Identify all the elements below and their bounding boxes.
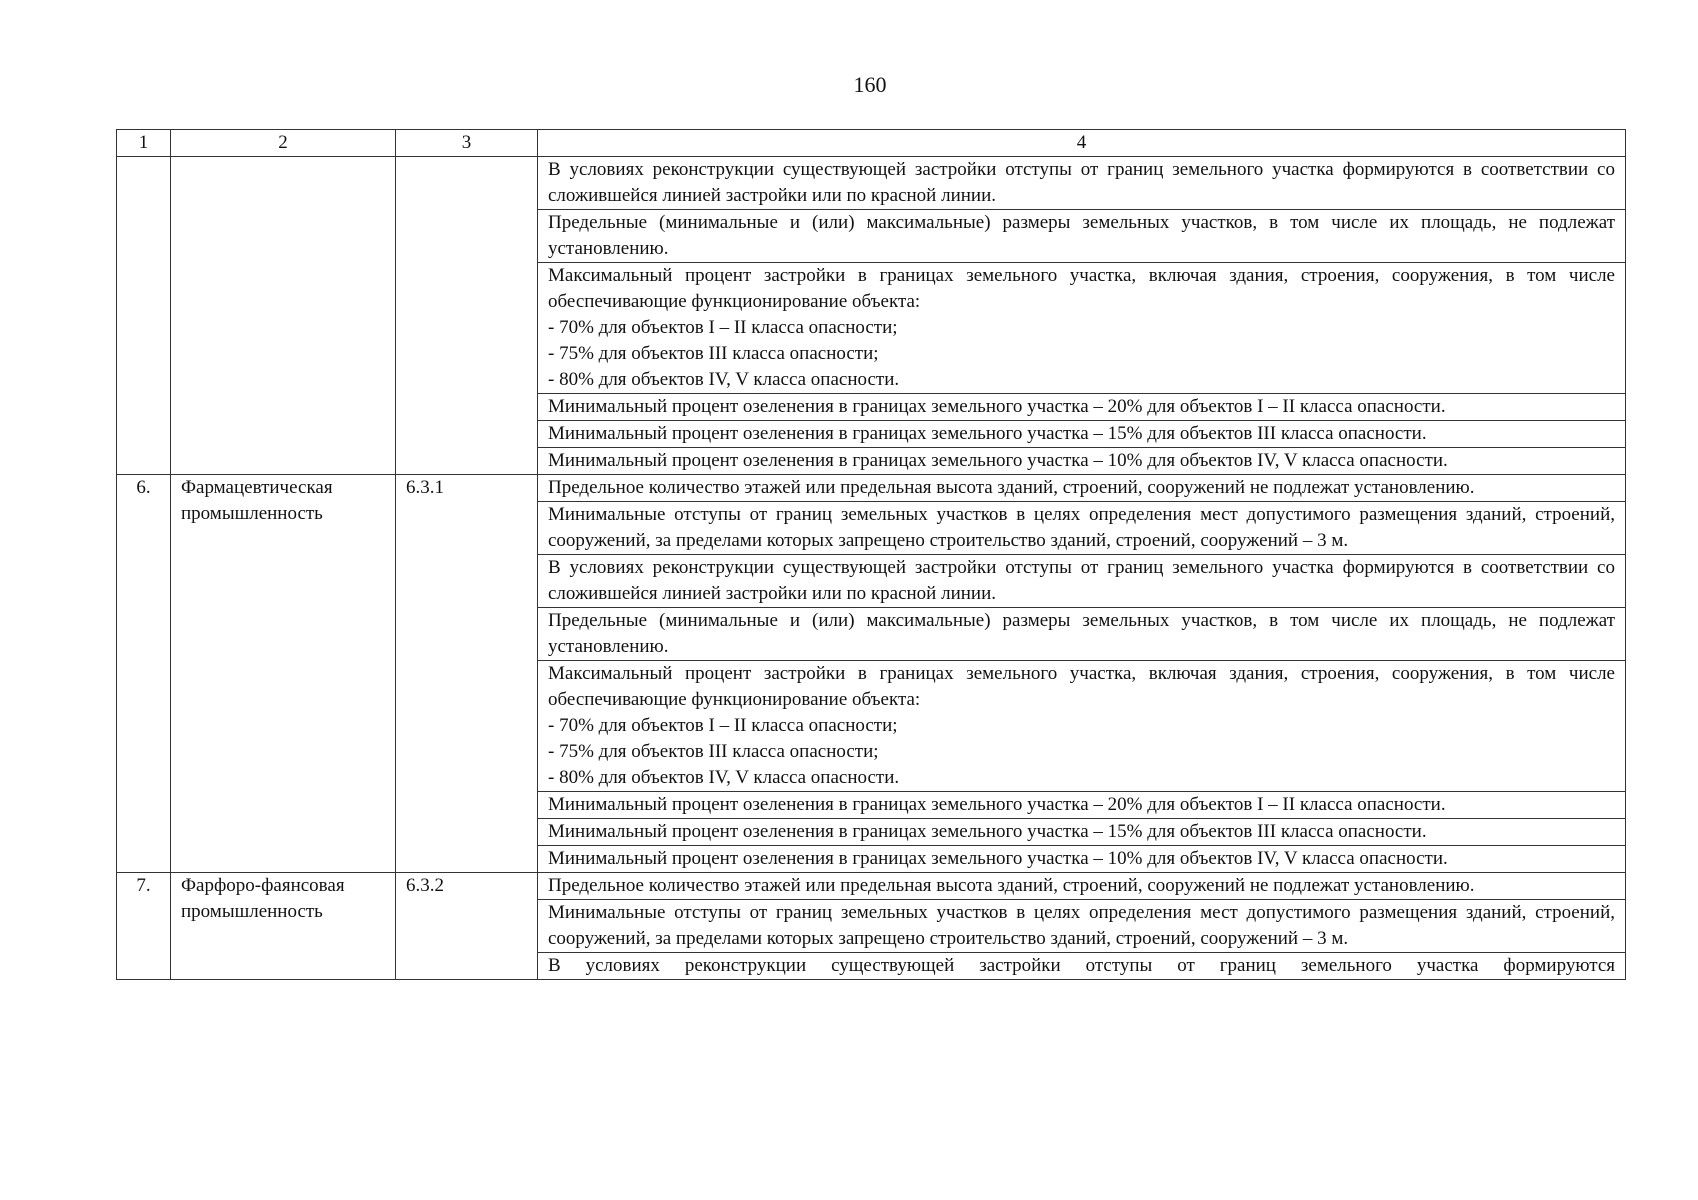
requirement-line: Максимальный процент застройки в границах земельного участка, включая здания, строения, сооружения, в том числе обеспечивающие функционирование объекта: [548,265,1615,312]
requirement-line: - 70% для объектов I – II класса опасности; [548,715,898,736]
row-activity-code: 6.3.2 [396,873,538,980]
table-row [117,475,1626,502]
requirement-line: - 80% для объектов IV, V класса опасности. [548,767,900,788]
cont-name-cell [171,157,396,475]
header-col-1: 1 [117,130,171,157]
requirement-text: Минимальный процент озеленения в границах земельного участка – 15% для объектов III класса опасности. [538,421,1626,448]
requirement-text: Минимальные отступы от границ земельных участков в целях определения мест допустимого размещения зданий, строений, сооружений, за пределами которых запрещено строительство зданий, строений, сооружений – 3 м. [538,900,1626,953]
requirement-line: - 80% для объектов IV, V класса опасности. [548,369,900,390]
requirement-text: В условиях реконструкции существующей застройки отступы от границ земельного участка формируются [538,953,1626,980]
requirement-text: Минимальные отступы от границ земельных участков в целях определения мест допустимого размещения зданий, строений, сооружений, за пределами которых запрещено строительство зданий, строений, сооружений – 3 м. [538,502,1626,555]
requirement-line: - 70% для объектов I – II класса опасности; [548,317,898,338]
table-row [117,873,1626,900]
regulations-table [116,129,1626,980]
requirement-text: Минимальный процент озеленения в границах земельного участка – 20% для объектов I – II класса опасности. [538,394,1626,421]
row-activity-name: Фармацевтическая промышленность [171,475,396,873]
cont-code-cell [396,157,538,475]
row-activity-code: 6.3.1 [396,475,538,873]
requirement-text: Минимальный процент озеленения в границах земельного участка – 10% для объектов IV, V класса опасности. [538,846,1626,873]
requirement-line: Максимальный процент застройки в границах земельного участка, включая здания, строения, сооружения, в том числе обеспечивающие функционирование объекта: [548,663,1615,710]
requirement-line: - 75% для объектов III класса опасности; [548,343,879,364]
row-number: 6. [117,475,171,873]
requirement-text: В условиях реконструкции существующей застройки отступы от границ земельного участка формируются в соответствии со сложившейся линией застройки или по красной линии. [538,555,1626,608]
requirement-text: Предельные (минимальные и (или) максимальные) размеры земельных участков, в том числе их площадь, не подлежат установлению. [538,608,1626,661]
page-number: 160 [853,72,887,97]
row-activity-name: Фарфоро-фаянсовая промышленность [171,873,396,980]
requirement-text-multiline [538,263,1626,394]
requirement-text: Предельное количество этажей или предельная высота зданий, строений, сооружений не подлежат установлению. [538,475,1626,502]
requirement-text: Минимальный процент озеленения в границах земельного участка – 10% для объектов IV, V класса опасности. [538,448,1626,475]
table-row [117,157,1626,210]
requirement-text: Минимальный процент озеленения в границах земельного участка – 15% для объектов III класса опасности. [538,819,1626,846]
cont-num-cell [117,157,171,475]
requirement-text: Минимальный процент озеленения в границах земельного участка – 20% для объектов I – II класса опасности. [538,792,1626,819]
header-row [117,130,1626,157]
header-col-4: 4 [538,130,1626,157]
requirement-line: - 75% для объектов III класса опасности; [548,741,879,762]
requirement-text: Предельное количество этажей или предельная высота зданий, строений, сооружений не подлежат установлению. [538,873,1626,900]
header-col-2: 2 [171,130,396,157]
row-number: 7. [117,873,171,980]
requirement-text: Предельные (минимальные и (или) максимальные) размеры земельных участков, в том числе их площадь, не подлежат установлению. [538,210,1626,263]
header-col-3: 3 [396,130,538,157]
requirement-text: В условиях реконструкции существующей застройки отступы от границ земельного участка формируются в соответствии со сложившейся линией застройки или по красной линии. [538,157,1626,210]
requirement-text-multiline [538,661,1626,792]
